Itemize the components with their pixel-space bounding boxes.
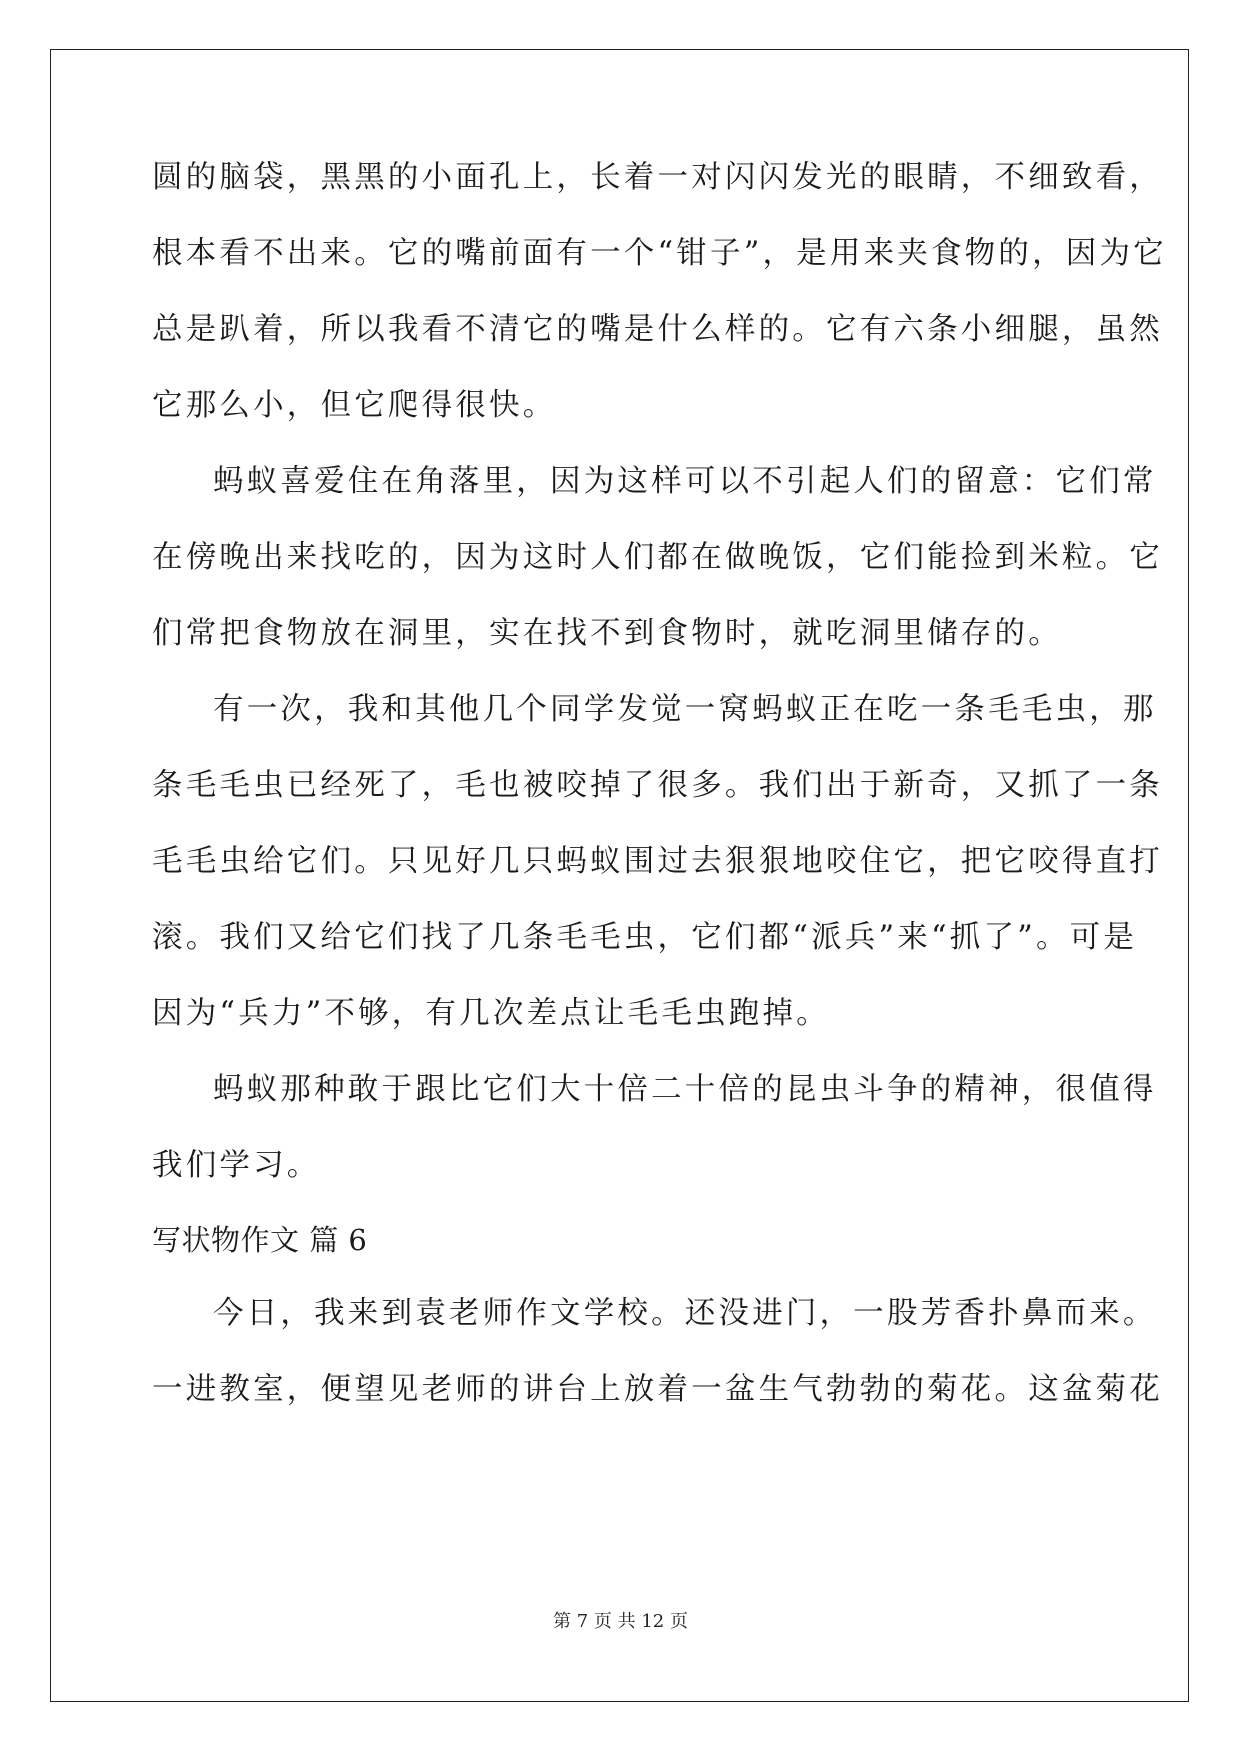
paragraph-line: 根本看不出来。它的嘴前面有一个“钳子”，是用来夹食物的，因为它 <box>152 236 1167 271</box>
paragraph-line: 有一次，我和其他几个同学发觉一窝蚂蚁正在吃一条毛毛虫，那 <box>213 692 1157 727</box>
paragraph-line: 蚂蚁那种敢于跟比它们大十倍二十倍的昆虫斗争的精神，很值得 <box>213 1072 1157 1107</box>
paragraph-line: 总是趴着，所以我看不清它的嘴是什么样的。它有六条小细腿，虽然 <box>152 312 1163 347</box>
page-number-footer: 第 7 页 共 12 页 <box>553 1611 688 1632</box>
paragraph-line: 它那么小，但它爬得很快。 <box>152 388 557 423</box>
paragraph-line: 圆的脑袋，黑黑的小面孔上，长着一对闪闪发光的眼睛，不细致看， <box>152 160 1163 195</box>
paragraph-line: 今日，我来到袁老师作文学校。还没进门，一股芳香扑鼻而来。 <box>213 1296 1157 1331</box>
paragraph-line: 滚。我们又给它们找了几条毛毛虫，它们都“派兵”来“抓了”。可是 <box>152 920 1138 955</box>
paragraph-line: 蚂蚁喜爱住在角落里，因为这样可以不引起人们的留意：它们常 <box>213 464 1157 499</box>
paragraph-line: 毛毛虫给它们。只见好几只蚂蚁围过去狠狠地咬住它，把它咬得直打 <box>152 844 1163 879</box>
paragraph-line: 一进教室，便望见老师的讲台上放着一盆生气勃勃的菊花。这盆菊花 <box>152 1372 1163 1407</box>
paragraph-line: 因为“兵力”不够，有几次差点让毛毛虫跑掉。 <box>152 996 830 1031</box>
paragraph-line: 我们学习。 <box>152 1148 321 1183</box>
section-heading: 写状物作文 篇 6 <box>152 1223 368 1257</box>
paragraph-line: 们常把食物放在洞里，实在找不到食物时，就吃洞里储存的。 <box>152 616 1062 651</box>
paragraph-line: 条毛毛虫已经死了，毛也被咬掉了很多。我们出于新奇，又抓了一条 <box>152 768 1163 803</box>
paragraph-line: 在傍晚出来找吃的，因为这时人们都在做晚饭，它们能捡到米粒。它 <box>152 540 1163 575</box>
